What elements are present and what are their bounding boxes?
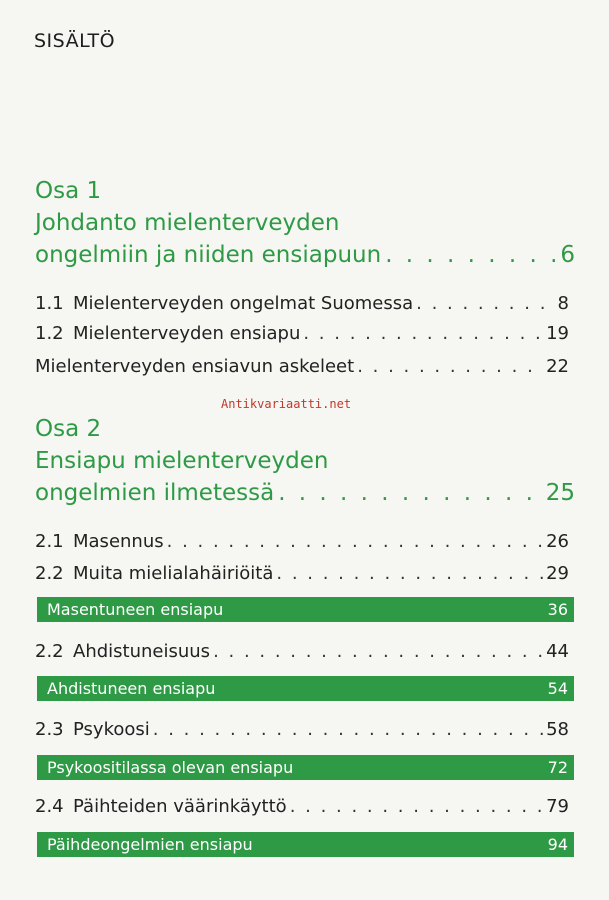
part-1-page: 6 bbox=[560, 242, 575, 268]
part-2-title-line-1: Ensiapu mielenterveyden bbox=[35, 448, 329, 474]
page-title: SISÄLTÖ bbox=[34, 30, 116, 52]
leader-dots bbox=[153, 718, 543, 742]
toc-entry-2-2[interactable] bbox=[35, 562, 569, 586]
entry-page: 26 bbox=[546, 531, 569, 552]
section-number: 2.2 bbox=[35, 563, 64, 584]
part-2-page: 25 bbox=[545, 480, 575, 506]
leader-dots bbox=[278, 477, 542, 509]
part-1-title-text: ongelmiin ja niiden ensiapuun bbox=[35, 242, 382, 268]
first-aid-bar-psychosis[interactable] bbox=[37, 755, 574, 780]
section-number: 2.4 bbox=[35, 796, 64, 817]
entry-title: Mielenterveyden ongelmat Suomessa bbox=[73, 293, 414, 314]
entry-page: 8 bbox=[557, 293, 569, 314]
entry-page: 29 bbox=[546, 563, 569, 584]
entry-title: Mielenterveyden ensiavun askeleet bbox=[35, 356, 355, 377]
toc-entry-2-1[interactable] bbox=[35, 530, 569, 554]
bar-page: 94 bbox=[547, 835, 568, 854]
section-number: 2.3 bbox=[35, 719, 64, 740]
watermark: Antikvariaatti.net bbox=[221, 397, 352, 411]
bar-title: Masentuneen ensiapu bbox=[47, 600, 224, 619]
entry-title: Muita mielialahäiriöitä bbox=[73, 563, 274, 584]
entry-title: Päihteiden väärinkäyttö bbox=[73, 796, 287, 817]
entry-page: 19 bbox=[546, 323, 569, 344]
section-number: 1.2 bbox=[35, 323, 64, 344]
entry-page: 22 bbox=[546, 356, 569, 377]
section-number: 1.1 bbox=[35, 293, 64, 314]
leader-dots bbox=[303, 322, 543, 346]
section-number: 2.1 bbox=[35, 531, 64, 552]
part-2-heading[interactable] bbox=[35, 413, 575, 509]
entry-page: 44 bbox=[546, 641, 569, 662]
toc-entry-2-2-anxiety[interactable] bbox=[35, 640, 569, 664]
entry-title: Psykoosi bbox=[73, 719, 150, 740]
part-1-label: Osa 1 bbox=[35, 178, 102, 204]
toc-entry-steps[interactable] bbox=[35, 355, 569, 379]
part-2-title-line-2 bbox=[35, 477, 575, 509]
first-aid-bar-substance[interactable] bbox=[37, 832, 574, 857]
entry-title: Ahdistuneisuus bbox=[73, 641, 211, 662]
entry-title: Masennus bbox=[73, 531, 164, 552]
entry-page: 79 bbox=[546, 796, 569, 817]
section-number: 2.2 bbox=[35, 641, 64, 662]
bar-page: 72 bbox=[547, 758, 568, 777]
bar-title: Ahdistuneen ensiapu bbox=[47, 679, 216, 698]
part-1-title-line-1: Johdanto mielenterveyden bbox=[35, 210, 340, 236]
toc-entry-1-1[interactable] bbox=[35, 292, 569, 316]
leader-dots bbox=[213, 640, 543, 664]
bar-title: Päihdeongelmien ensiapu bbox=[47, 835, 253, 854]
entry-page: 58 bbox=[546, 719, 569, 740]
leader-dots bbox=[276, 562, 543, 586]
leader-dots bbox=[385, 239, 556, 271]
first-aid-bar-anxiety[interactable] bbox=[37, 676, 574, 701]
part-1-heading[interactable] bbox=[35, 175, 575, 271]
part-1-title-line-2 bbox=[35, 239, 575, 271]
toc-entry-2-4[interactable] bbox=[35, 795, 569, 819]
bar-title: Psykoositilassa olevan ensiapu bbox=[47, 758, 294, 777]
entry-title: Mielenterveyden ensiapu bbox=[73, 323, 301, 344]
toc-entry-1-2[interactable] bbox=[35, 322, 569, 346]
leader-dots bbox=[357, 355, 543, 379]
first-aid-bar-depression[interactable] bbox=[37, 597, 574, 622]
part-2-label: Osa 2 bbox=[35, 416, 102, 442]
part-2-title-text: ongelmien ilmetessä bbox=[35, 480, 275, 506]
leader-dots bbox=[167, 530, 543, 554]
leader-dots bbox=[416, 292, 554, 316]
toc-entry-2-3[interactable] bbox=[35, 718, 569, 742]
bar-page: 36 bbox=[547, 600, 568, 619]
leader-dots bbox=[290, 795, 543, 819]
bar-page: 54 bbox=[547, 679, 568, 698]
